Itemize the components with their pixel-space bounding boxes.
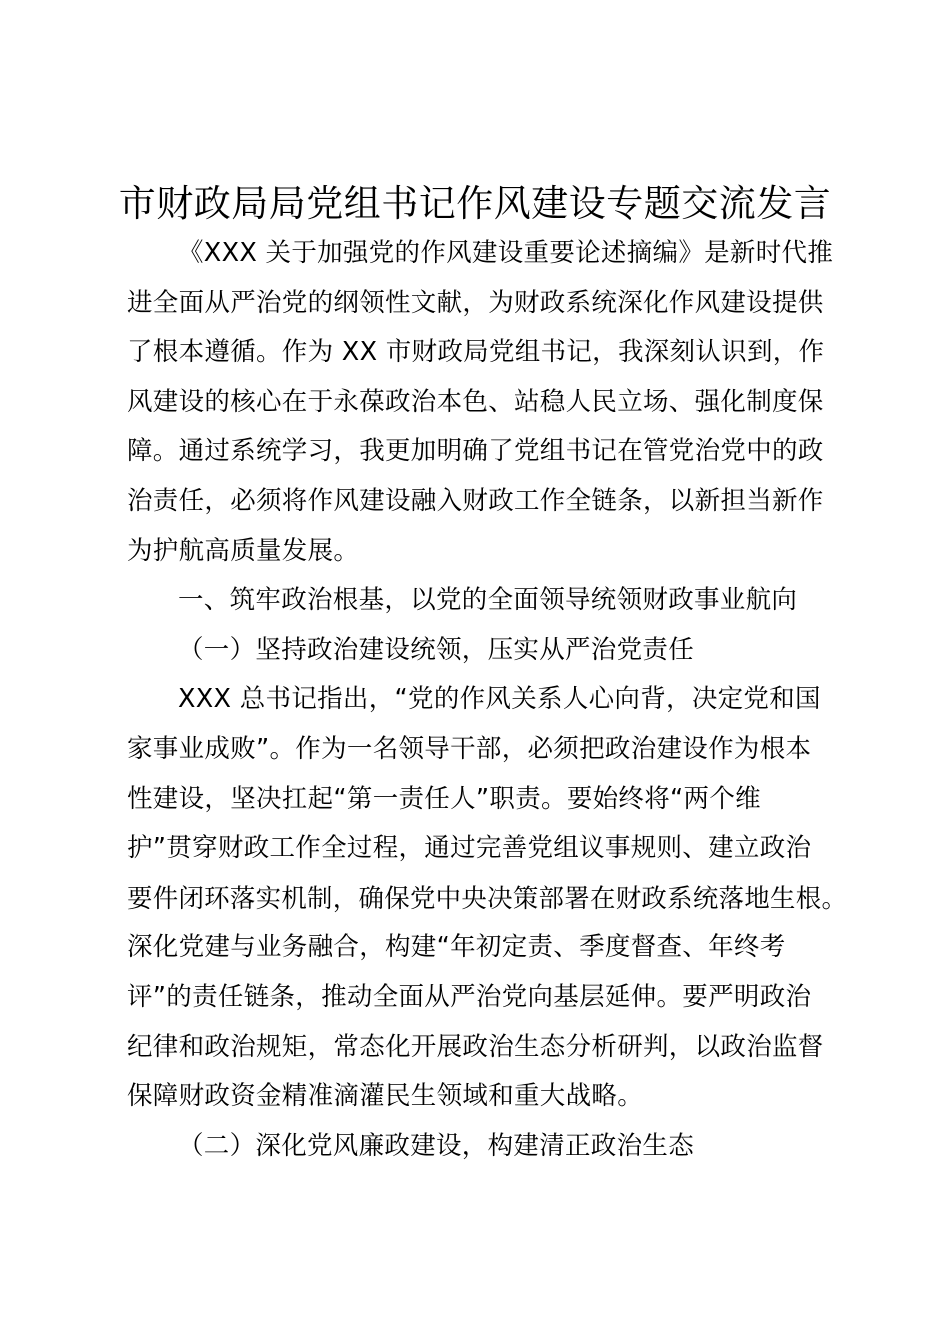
paragraph-line: 保障财政资金精准滴灌民生领域和重大战略。 [127,1081,644,1112]
paragraph-line: 障。通过系统学习，我更加明确了党组书记在管党治党中的政 [127,436,824,467]
paragraph-line: 进全面从严治党的纲领性文献，为财政系统深化作风建设提供 [127,287,824,318]
paragraph-line: 评”的责任链条，推动全面从严治党向基层延伸。要严明政治 [127,981,812,1012]
document-title: 市财政局局党组书记作风建设专题交流发言 [118,182,832,225]
paragraph-line: 要件闭环落实机制，确保党中央决策部署在财政系统落地生根。 [127,882,848,913]
paragraph-line: 护”贯穿财政工作全过程，通过完善党组议事规则、建立政治 [127,833,812,864]
paragraph-line: 深化党建与业务融合，构建“年初定责、季度督查、年终考 [127,932,786,963]
paragraph-line: 风建设的核心在于永葆政治本色、站稳人民立场、强化制度保 [127,386,824,417]
paragraph-line: 《XXX 关于加强党的作风建设重要论述摘编》是新时代推 [178,238,834,268]
paragraph-line: 为护航高质量发展。 [127,535,360,566]
subsection-heading: （二）深化党风廉政建设，构建清正政治生态 [178,1130,695,1161]
paragraph-line: 性建设，坚决扛起“第一责任人”职责。要始终将“两个维 [127,783,761,814]
paragraph-line: 了根本遵循。作为 XX 市财政局党组书记，我深刻认识到，作 [127,337,825,368]
section-heading: 一、筑牢政治根基，以党的全面领导统领财政事业航向 [178,585,798,616]
paragraph-line: 家事业成败”。作为一名领导干部，必须把政治建设作为根本 [127,733,812,764]
document-body [127,229,847,1171]
paragraph-line: 治责任，必须将作风建设融入财政工作全链条，以新担当新作 [127,485,824,516]
paragraph-line: 纪律和政治规矩，常态化开展政治生态分析研判，以政治监督 [127,1031,824,1062]
paragraph-line: XXX 总书记指出，“党的作风关系人心向背，决定党和国 [178,684,821,715]
subsection-heading: （一）坚持政治建设统领，压实从严治党责任 [178,634,695,665]
